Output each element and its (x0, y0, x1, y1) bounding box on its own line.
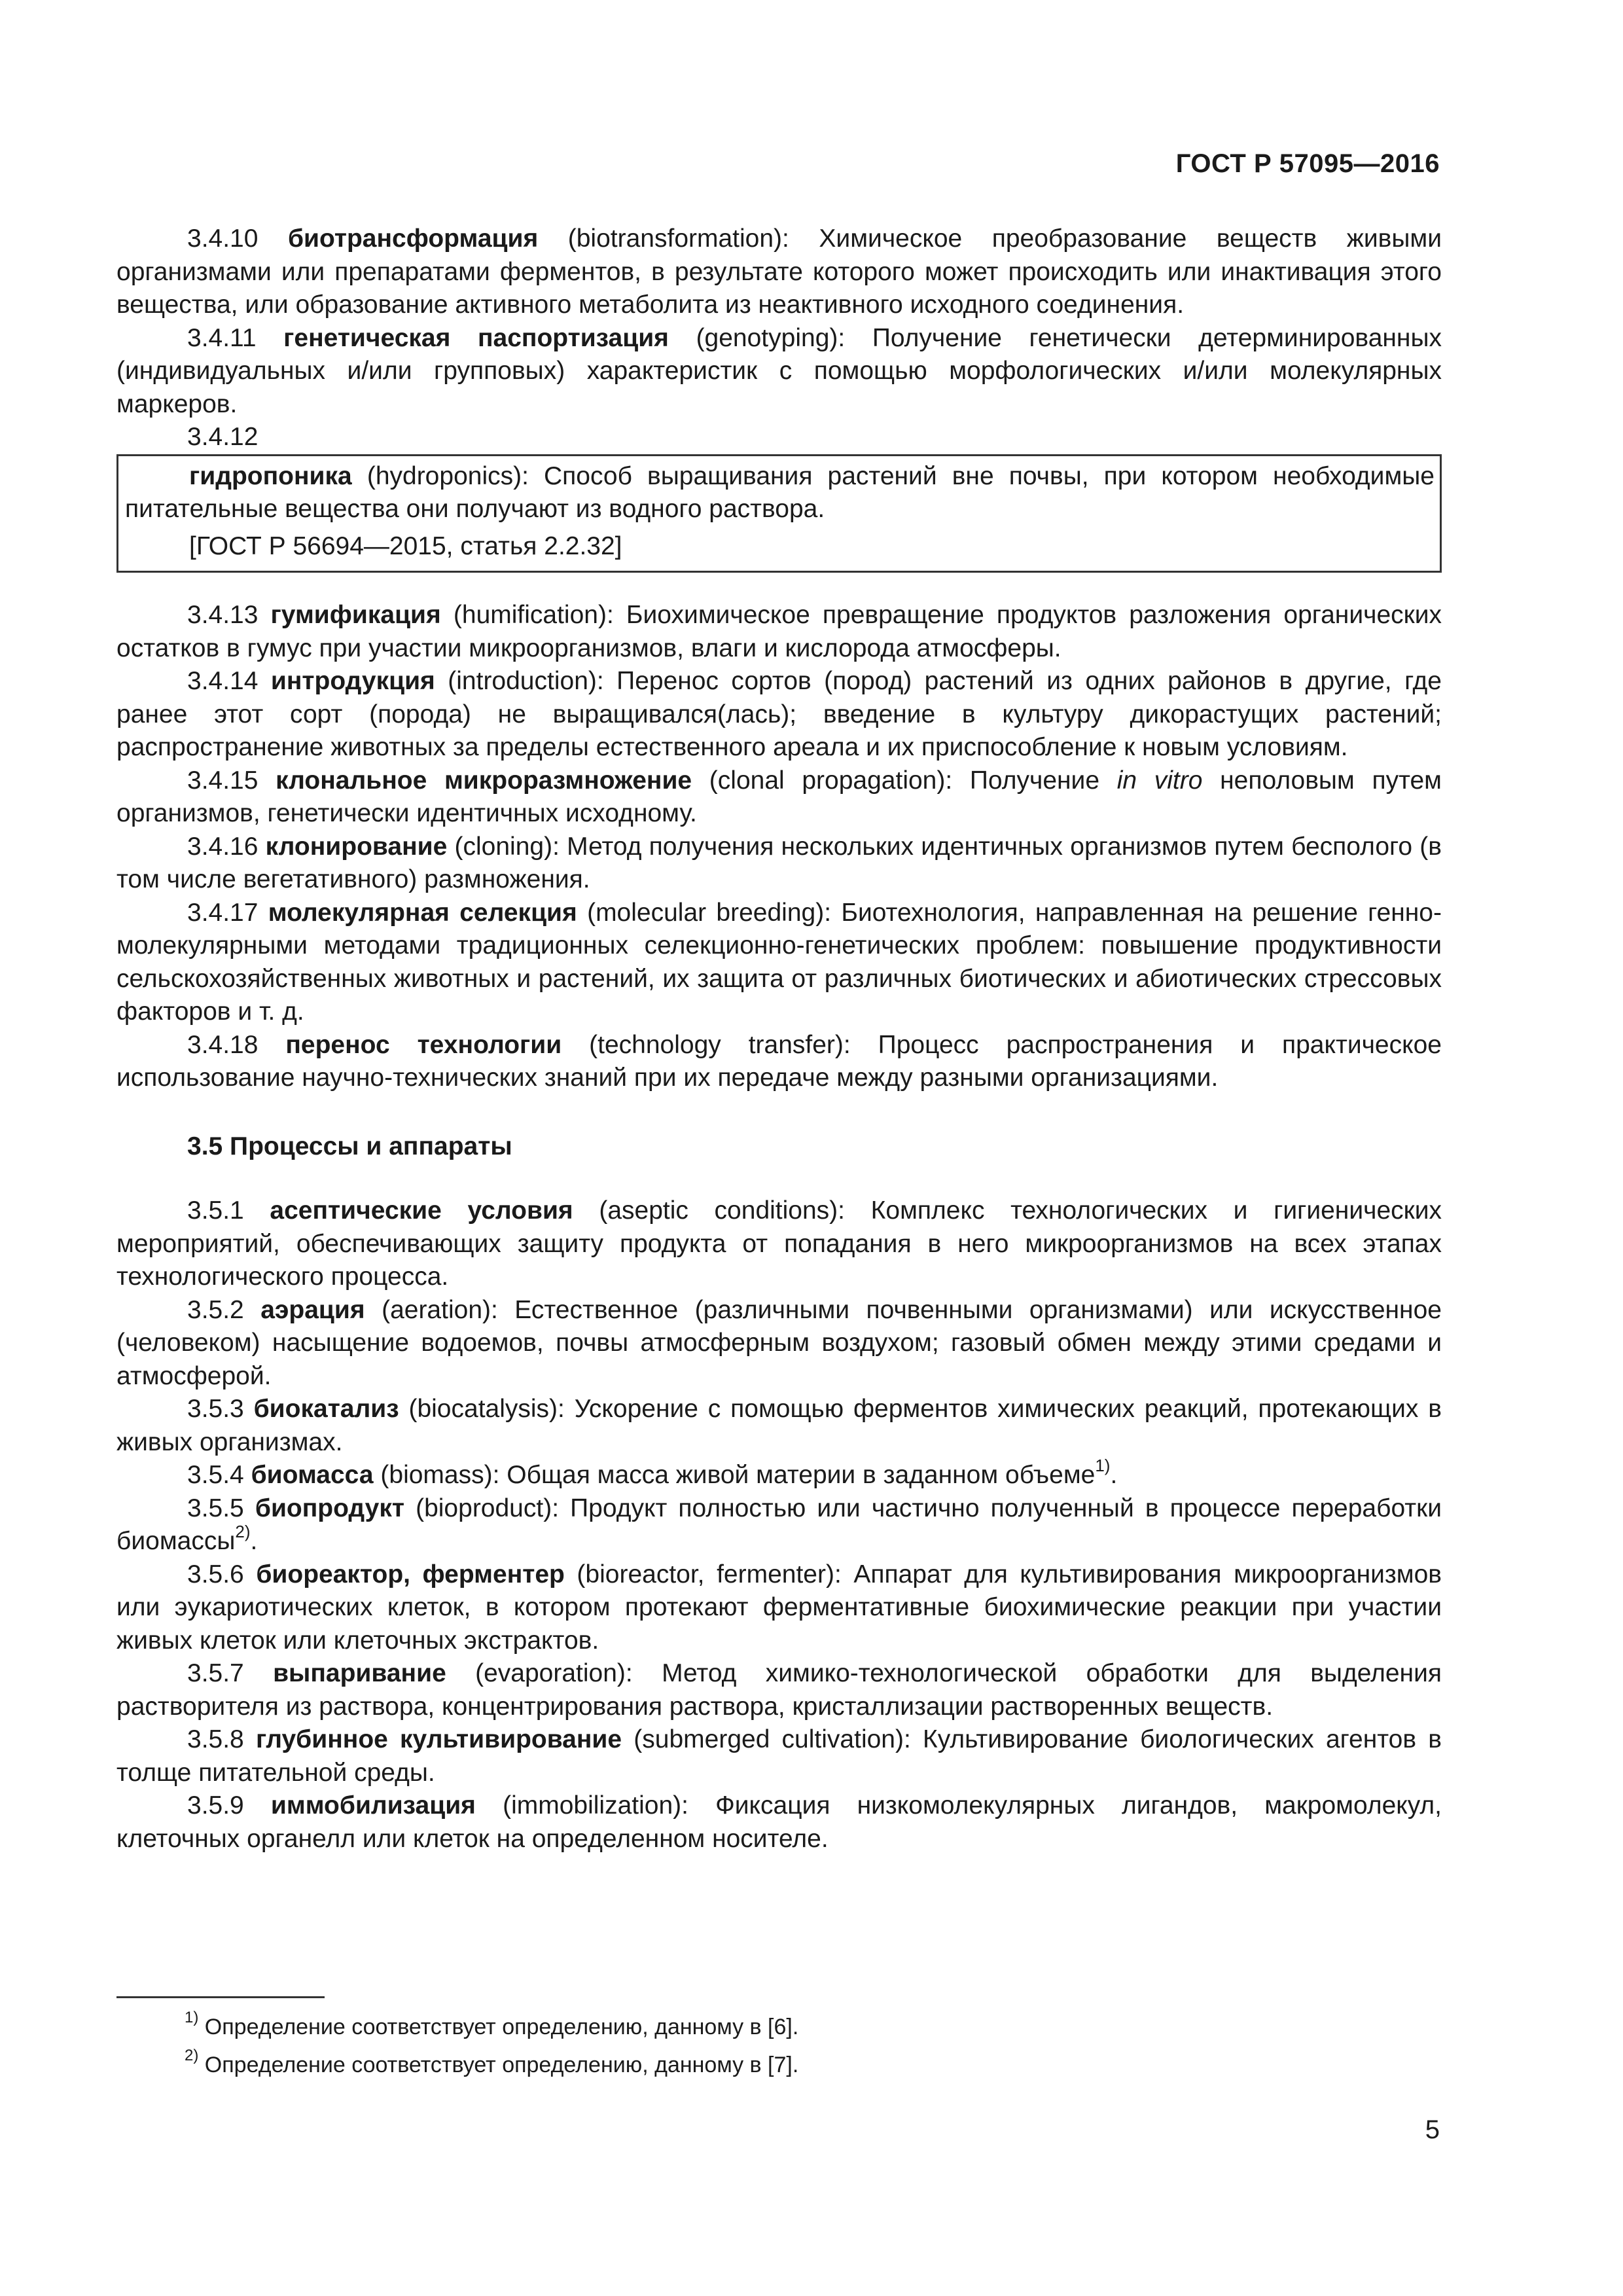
definition-text: Биохимическое превращение продуктов разложения органических остатков в гумус при участии микроорганизмов, влаги и кислорода атмосферы. (116, 601, 1442, 662)
term-english: (hydroponics): (366, 461, 529, 490)
term: перенос технологии (285, 1030, 562, 1059)
definition-3-4-11 (116, 322, 1442, 422)
term: интродукция (270, 667, 435, 695)
definition-3-4-15 (116, 764, 1442, 831)
term: выпаривание (273, 1659, 446, 1687)
term-english: (technology transfer): (589, 1030, 851, 1059)
definition-text: Культивирование биологических агентов в толще питательной среды. (116, 1725, 1442, 1787)
definition-3-5-5 (116, 1492, 1442, 1558)
term: гидропоника (189, 461, 352, 490)
definition-text: Аппарат для культивирования микроорганизмов или эукариотических клеток, в котором протекают ферментативные биохимические реакции при участии живых клеток или клеточных экстрактов. (116, 1560, 1442, 1655)
definition-3-4-17 (116, 897, 1442, 1029)
footnote-ref-2: 2) (235, 1522, 251, 1541)
term: биореактор, ферментер (256, 1560, 565, 1588)
term: иммобилизация (270, 1791, 476, 1820)
definition-3-5-4 (116, 1456, 1442, 1492)
clause-number: 3.4.10 (187, 224, 259, 253)
definition-text: Продукт полностью или частично полученный в процессе переработки биомассы (116, 1494, 1442, 1555)
clause-number: 3.4.16 (187, 832, 259, 861)
definition-text: Химическое преобразование веществ живыми организмами или препаратами ферментов, в результате которого может происходить или инактивация этого вещества, или образование активного метаболита из неактивного исходного соединения. (116, 224, 1442, 319)
definition-text: Ускорение с помощью ферментов химических реакций, протекающих в живых организмах. (116, 1395, 1442, 1456)
definition-text: Фиксация низкомолекулярных лигандов, макромолекул, клеточных органелл или клеток на определенном носителе. (116, 1791, 1442, 1853)
term: биомасса (251, 1461, 374, 1489)
term: биотрансформация (287, 224, 539, 253)
term: генетическая паспортизация (283, 323, 669, 352)
term-english: (clonal propagation): (709, 766, 953, 795)
term: глубинное культивирование (255, 1725, 622, 1753)
footnote-ref-1: 1) (1095, 1456, 1111, 1475)
definition-3-4-12 (125, 460, 1435, 526)
italic-phrase: in vitro (1116, 766, 1203, 795)
term-english: (biomass): (380, 1461, 500, 1489)
term-english: (molecular breeding): (587, 898, 832, 927)
term: клональное микроразмножение (276, 766, 692, 795)
footnote-mark: 1) (185, 2008, 199, 2026)
definition-3-5-3 (116, 1393, 1442, 1459)
term: биопродукт (255, 1494, 404, 1522)
clause-number: 3.5.7 (187, 1659, 244, 1687)
clause-number: 3.5.9 (187, 1791, 244, 1820)
footnotes (185, 2008, 1428, 2084)
definition-3-4-18 (116, 1029, 1442, 1095)
term-english: (bioreactor, fermenter): (577, 1560, 842, 1588)
term-english: (immobilization): (503, 1791, 688, 1820)
definition-text: Перенос сортов (пород) растений из одних районов в другие, где ранее этот сорт (порода) не выращивался(лась); введение в культуру дикорастущих растений; распространение животных за пределы естественного ареала и их приспособление к новым условиям. (116, 667, 1442, 761)
clause-number: 3.4.14 (187, 667, 259, 695)
definition-text: Общая масса живой материи в заданном объеме (507, 1461, 1096, 1489)
term-english: (humification): (453, 601, 614, 629)
definition-source: [ГОСТ Р 56694—2015, статья 2.2.32] (189, 531, 622, 560)
definition-3-5-1 (116, 1194, 1442, 1294)
definition-text: Биотехнология, направленная на решение генно-молекулярными методами традиционных селекционно-генетических проблем: повышение продуктивности сельскохозяйственных животных и растений, их защита от различных биотических и абиотических стрессовых факторов и т. д. (116, 898, 1442, 1026)
section-heading: 3.5 Процессы и аппараты (187, 1132, 512, 1160)
definition-text: Комплекс технологических и гигиенических мероприятий, обеспечивающих защиту продукта от попадания в него микроорганизмов на всех этапах технологического процесса. (116, 1196, 1442, 1291)
clause-number: 3.5.3 (187, 1395, 244, 1423)
clause-number: 3.5.4 (187, 1461, 244, 1489)
definition-text: Получение генетически детерминированных (индивидуальных и/или групповых) характеристик с помощью морфологических и/или молекулярных маркеров. (116, 323, 1442, 418)
term-english: (genotyping): (696, 323, 846, 352)
definition-3-5-6 (116, 1558, 1442, 1658)
definition-text: Естественное (различными почвенными организмами) или искусственное (человеком) насыщение водоемов, почвы атмосферным воздухом; газовый обмен между этими средами и атмосферой. (116, 1295, 1442, 1390)
definition-text: Метод химико-технологической обработки для выделения растворителя из раствора, концентрирования раствора, кристаллизации растворенных веществ. (116, 1659, 1442, 1721)
clause-number: 3.4.12 (187, 423, 259, 451)
footnote-text: Определение соответствует определению, данному в [6]. (204, 2015, 799, 2039)
clause-number: 3.5.8 (187, 1725, 244, 1753)
definition-text: Способ выращивания растений вне почвы, при котором необходимые питательные вещества они получают из водного раствора. (125, 461, 1435, 523)
definition-text: Получение (969, 766, 1100, 795)
clause-number: 3.4.18 (187, 1030, 259, 1059)
page-number: 5 (1425, 2115, 1440, 2144)
definition-3-5-7 (116, 1657, 1442, 1723)
definition-3-4-16 (116, 831, 1442, 897)
clause-number: 3.4.13 (187, 601, 259, 629)
definition-3-4-12-number (116, 421, 1442, 454)
clause-number: 3.5.2 (187, 1295, 244, 1324)
term-english: (aeration): (382, 1295, 498, 1324)
main-content (116, 223, 1442, 1856)
footnote-separator (116, 1996, 325, 1998)
clause-number: 3.5.1 (187, 1196, 244, 1225)
footnote-2 (185, 2046, 1428, 2084)
footnote-1 (185, 2008, 1428, 2046)
definition-3-5-2 (116, 1294, 1442, 1393)
document-code: ГОСТ Р 57095—2016 (1175, 149, 1440, 178)
term-english: (aseptic conditions): (599, 1196, 845, 1225)
term: клонирование (265, 832, 448, 861)
term: асептические условия (270, 1196, 573, 1225)
term: молекулярная селекция (268, 898, 577, 927)
term: гумификация (270, 601, 441, 629)
clause-number: 3.5.6 (187, 1560, 244, 1588)
term-english: (biocatalysis): (408, 1395, 565, 1423)
definition-3-4-10 (116, 223, 1442, 322)
term-english: (biotransformation): (567, 224, 789, 253)
term-english: (evaporation): (475, 1659, 633, 1687)
footnote-mark: 2) (185, 2046, 199, 2064)
definition-text-continued: неполовым путем организмов, генетически идентичных исходному. (116, 766, 1442, 827)
definition-text: Процесс распространения и практическое использование научно-технических знаний при их передаче между разными организациями. (116, 1030, 1442, 1092)
definition-3-5-9 (116, 1789, 1442, 1856)
definition-3-4-13 (116, 599, 1442, 665)
definition-3-5-8 (116, 1723, 1442, 1789)
clause-number: 3.4.15 (187, 766, 259, 795)
term-english: (introduction): (448, 667, 604, 695)
quoted-definition-box (116, 454, 1442, 573)
term: биокатализ (253, 1395, 399, 1423)
definition-3-4-14 (116, 665, 1442, 764)
punctuation: . (250, 1527, 258, 1555)
term-english: (cloning): (454, 832, 560, 861)
clause-number: 3.5.5 (187, 1494, 244, 1522)
term-english: (bioproduct): (416, 1494, 560, 1522)
clause-number: 3.4.11 (187, 323, 257, 352)
clause-number: 3.4.17 (187, 898, 259, 927)
term: аэрация (260, 1295, 365, 1324)
term-english: (submerged cultivation): (633, 1725, 911, 1753)
definition-text: Метод получения нескольких идентичных организмов путем бесполого (в том числе вегетативного) размножения. (116, 832, 1442, 893)
footnote-text: Определение соответствует определению, данному в [7]. (204, 2053, 799, 2077)
punctuation: . (1110, 1461, 1118, 1489)
